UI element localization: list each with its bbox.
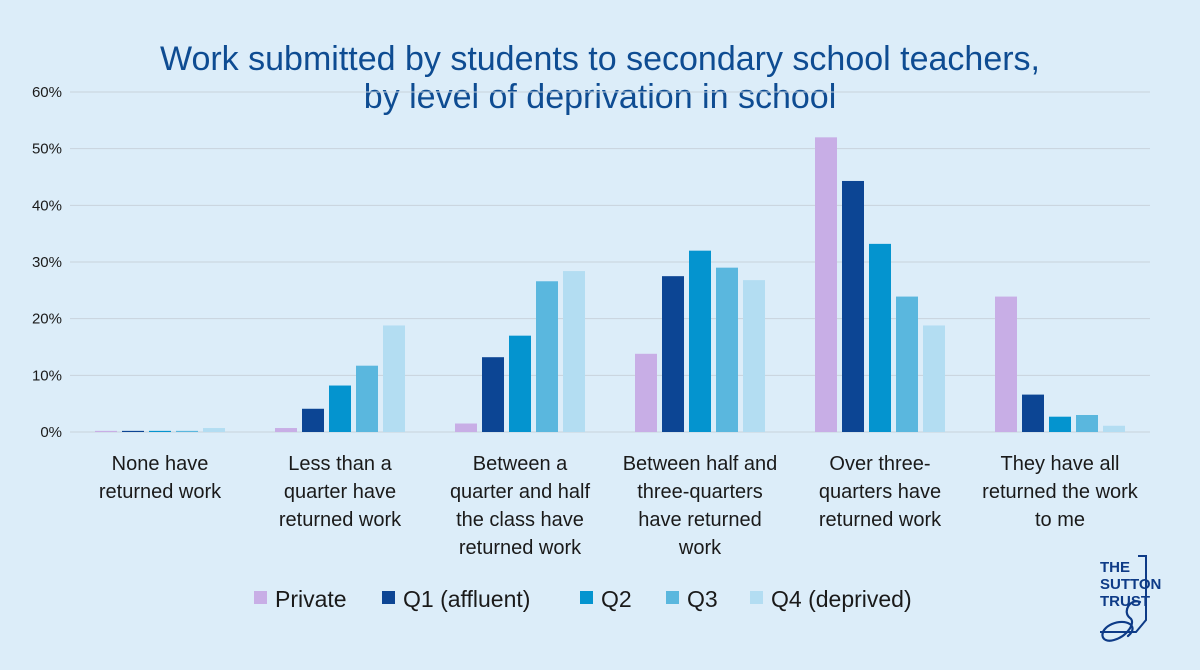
y-tick-label: 60% <box>31 84 62 101</box>
x-category-label <box>450 453 591 559</box>
x-category-label-line: Over three- <box>829 453 931 475</box>
x-category-label-line: have returned <box>638 509 762 531</box>
logo-text-line: THE <box>1100 559 1130 576</box>
x-category-label <box>99 453 222 503</box>
bar <box>815 137 837 432</box>
bar <box>1103 426 1125 432</box>
y-tick-label: 30% <box>31 254 62 271</box>
bar <box>95 431 117 432</box>
legend-label: Q2 <box>601 586 632 612</box>
bar <box>923 325 945 432</box>
y-tick-label: 10% <box>31 367 62 385</box>
logo-text-line: SUTTON <box>1100 576 1162 593</box>
x-category-label-line: returned the work <box>982 481 1138 503</box>
bar <box>689 251 711 432</box>
bar <box>383 325 405 432</box>
bar <box>1022 395 1044 432</box>
legend-swatch <box>382 591 395 604</box>
x-category-label-line: to me <box>1034 509 1086 531</box>
bar <box>995 297 1017 432</box>
x-category-label <box>623 453 778 559</box>
legend-swatch <box>750 591 763 604</box>
x-category-label <box>982 453 1139 531</box>
chart-title <box>160 40 1040 116</box>
bar <box>455 424 477 433</box>
bar <box>716 268 738 432</box>
x-category-label-line: Less than a <box>288 453 392 475</box>
y-tick-label: 0% <box>40 424 62 441</box>
x-category-label-line: quarter have <box>283 481 397 503</box>
bar <box>662 276 684 432</box>
x-axis-labels <box>99 453 1139 559</box>
x-category-label-line: work <box>678 537 722 559</box>
y-tick-label: 40% <box>31 197 62 215</box>
bar <box>536 281 558 432</box>
bar <box>896 297 918 432</box>
legend-label: Private <box>275 586 347 612</box>
chart-title-line: by level of deprivation in school <box>363 78 837 116</box>
bar <box>1076 415 1098 432</box>
bar <box>176 431 198 432</box>
x-category-label-line: the class have <box>456 509 584 531</box>
bar <box>356 366 378 432</box>
x-category-label-line: quarter and half <box>449 481 591 503</box>
bar <box>743 280 765 432</box>
x-category-label <box>819 453 942 531</box>
bar <box>329 386 351 432</box>
x-category-label-line: returned work <box>458 537 582 559</box>
bar <box>482 357 504 432</box>
legend-label: Q4 (deprived) <box>771 586 912 612</box>
legend-label: Q3 <box>687 586 718 612</box>
legend-swatch <box>254 591 267 604</box>
x-category-label-line: returned work <box>98 481 222 503</box>
legend-swatch <box>580 591 593 604</box>
x-category-label-line: None have <box>111 453 209 475</box>
x-category-label-line: Between a <box>472 453 568 475</box>
x-category-label-line: returned work <box>278 509 402 531</box>
x-category-label-line: three-quarters <box>637 481 763 503</box>
legend <box>254 586 912 612</box>
y-tick-label: 50% <box>31 140 62 158</box>
bar <box>122 431 144 432</box>
bar <box>149 431 171 432</box>
x-category-label-line: quarters have <box>818 481 942 503</box>
bars <box>95 137 1125 432</box>
x-category-label-line: They have all <box>1000 453 1120 475</box>
logo-text-line: TRUST <box>1100 593 1150 610</box>
bar <box>203 428 225 432</box>
x-category-label <box>279 453 402 531</box>
sutton-trust-logo <box>1100 556 1161 641</box>
bar <box>509 336 531 432</box>
bar <box>275 428 297 432</box>
x-category-label-line: Between half and <box>622 453 778 475</box>
chart-title-line: Work submitted by students to secondary school teachers, <box>159 40 1041 78</box>
bar <box>302 409 324 432</box>
legend-swatch <box>666 591 679 604</box>
y-axis-ticks <box>32 84 62 441</box>
y-tick-label: 20% <box>31 310 62 328</box>
bar <box>842 181 864 432</box>
legend-label: Q1 (affluent) <box>403 586 531 612</box>
x-category-label-line: returned work <box>818 509 942 531</box>
bar <box>563 271 585 432</box>
bar <box>635 354 657 432</box>
bar <box>869 244 891 432</box>
gridlines <box>70 92 1150 432</box>
bar <box>1049 417 1071 432</box>
